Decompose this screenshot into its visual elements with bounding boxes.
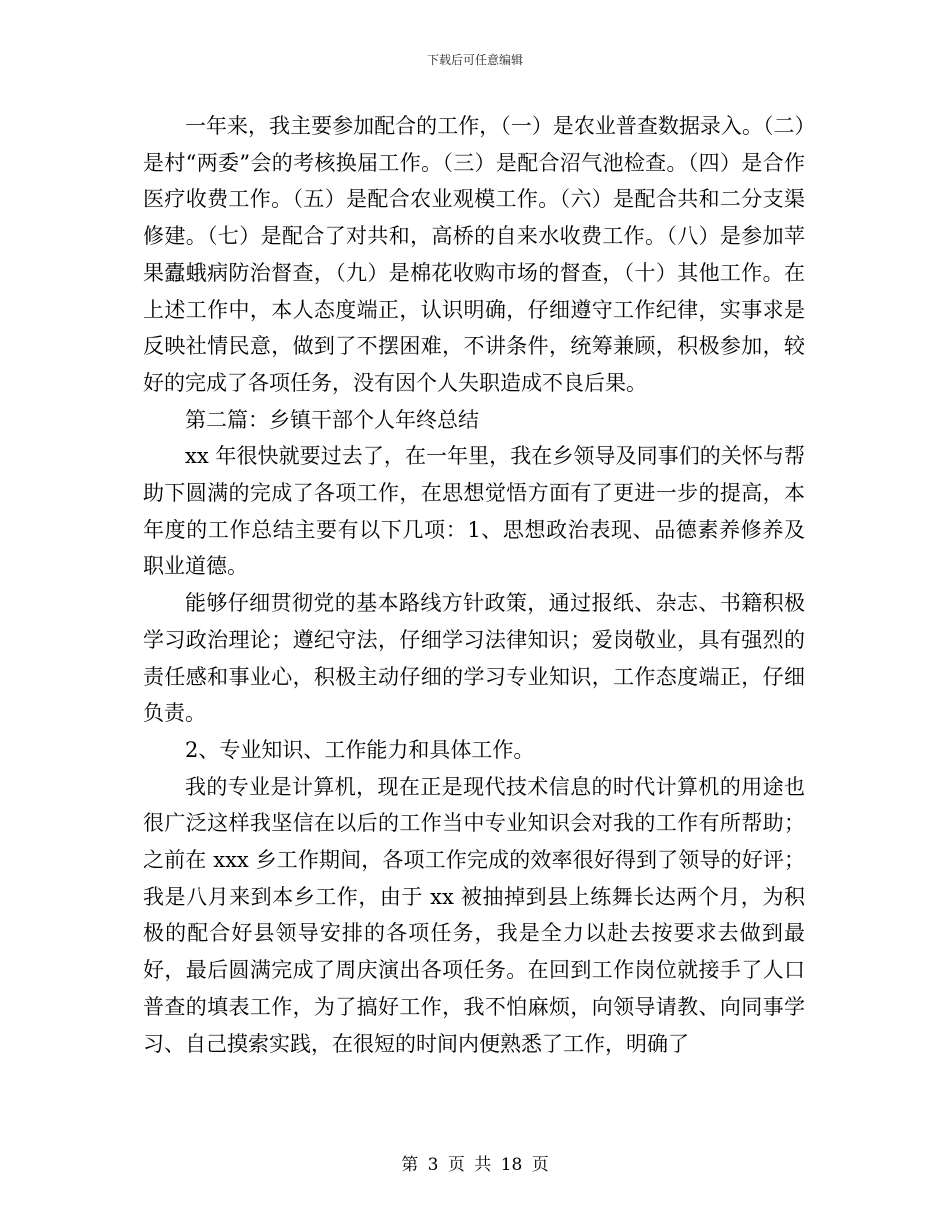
subsection-title: 2、专业知识、工作能力和具体工作。 bbox=[185, 737, 535, 762]
section-title: 第二篇：乡镇干部个人年终总结 bbox=[185, 407, 479, 432]
page-header: 下载后可任意编辑 bbox=[426, 53, 523, 67]
paragraph-professional-work: 我的专业是计算机，现在正是现代技术信息的时代计算机的用途也很广泛这样我坚信在以后的工作当中专业知识会对我的工作有所帮助；之前在 xxx 乡工作期间，各项工作完成的效率很好得到了领导的好评；我是八月来到本乡工作，由于 xx 被抽掉到县上练舞长达两个月，为积极的配合好县领导安排的各项任务，我是全力以赴去按要求去做到最好，最后圆满完成了周庆演出各项任务。在回到工作岗位就接手了人口普查的填表工作，为了搞好工作，我不怕麻烦，向领导请教、向同事学习、自己摸索实践，在很短的时间内便熟悉了工作，明确了 bbox=[143, 774, 805, 1056]
paragraph-political-study: 能够仔细贯彻党的基本路线方针政策，通过报纸、杂志、书籍积极学习政治理论；遵纪守法，仔细学习法律知识；爱岗敬业，具有强烈的责任感和事业心，积极主动仔细的学习专业知识，工作态度端正，仔细负责。 bbox=[143, 591, 805, 726]
page-number: 第 3 页 共 18 页 bbox=[401, 1155, 549, 1175]
paragraph-work-summary: 一年来，我主要参加配合的工作，（一）是农业普查数据录入。（二）是村“两委”会的考核换届工作。（三）是配合沼气池检查。（四）是合作医疗收费工作。（五）是配合农业观模工作。（六）是配合共和二分支渠修建。（七）是配合了对共和，高桥的自来水收费工作。（八）是参加苹果蠹蛾病防治督查，（九）是棉花收购市场的督查，（十）其他工作。在上述工作中，本人态度端正，认识明确，仔细遵守工作纪律，实事求是反映社情民意，做到了不摆困难，不讲条件，统筹兼顾，积极参加，较好的完成了各项任务，没有因个人失职造成不良后果。 bbox=[143, 114, 805, 395]
paragraph-intro: xx 年很快就要过去了，在一年里，我在乡领导及同事们的关怀与帮助下圆满的完成了各项工作，在思想觉悟方面有了更进一步的提高，本年度的工作总结主要有以下几项：1、思想政治表现、品德素养修养及职业道德。 bbox=[143, 444, 805, 579]
document-body bbox=[143, 108, 805, 1062]
